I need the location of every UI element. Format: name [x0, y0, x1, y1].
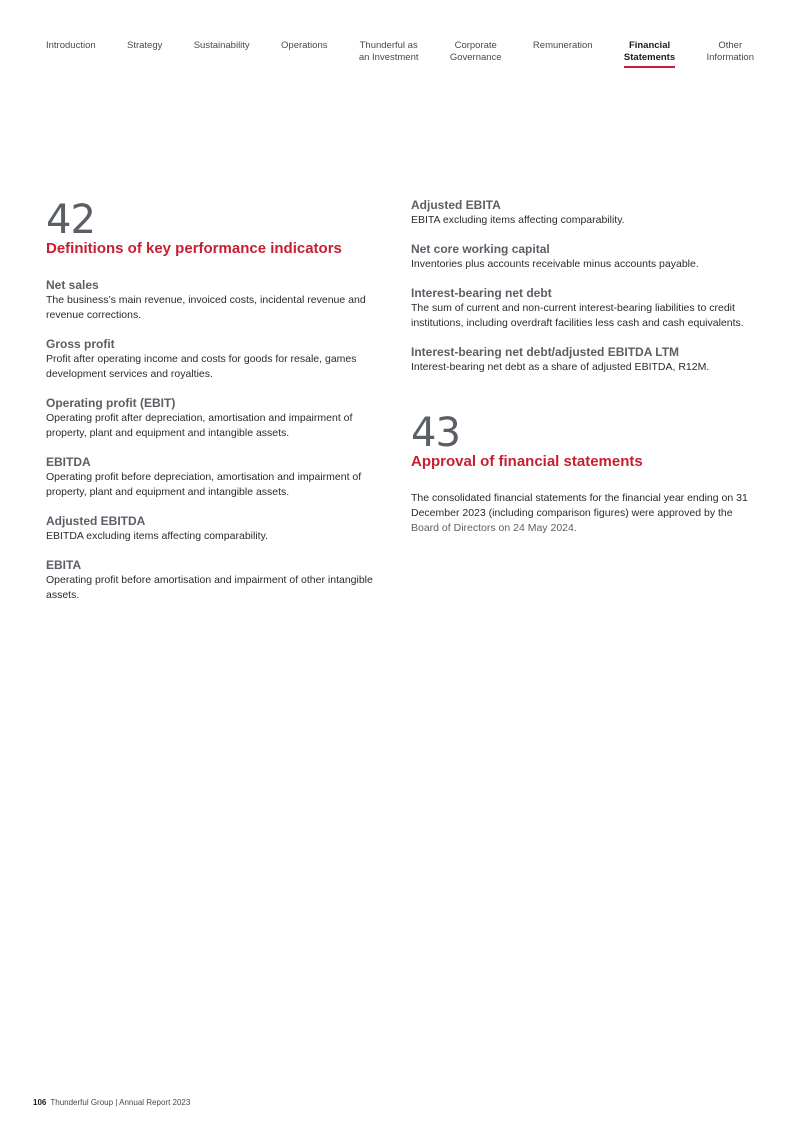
nav-label: an Investment — [358, 52, 419, 63]
nav-remuneration[interactable] — [533, 40, 593, 68]
definition-term: Interest-bearing net debt — [411, 286, 552, 300]
nav-label: Corporate — [454, 40, 497, 51]
definition-term: EBITA — [46, 558, 82, 572]
definition-text: The sum of current and non-current interest-bearing liabilities to credit institutions, including overdraft facilities less cash and cash equivalents. — [411, 302, 744, 329]
top-navigation — [46, 40, 754, 68]
note-title: Definitions of key performance indicators — [46, 240, 342, 257]
page-footer — [33, 1098, 190, 1107]
nav-label: Financial — [628, 40, 671, 51]
nav-label: Sustainability — [193, 40, 250, 51]
definition-item — [411, 198, 751, 228]
nav-financial-statements[interactable] — [624, 40, 675, 68]
definition-term: Adjusted EBITA — [411, 198, 501, 212]
definition-term: Adjusted EBITDA — [46, 514, 146, 528]
note-number: 42 — [46, 197, 95, 243]
page-number: 106 — [33, 1098, 47, 1107]
definition-text: The business’s main revenue, invoiced costs, incidental revenue and revenue corrections. — [46, 294, 366, 321]
definition-term: Net sales — [46, 278, 99, 292]
definition-item — [46, 337, 386, 382]
nav-label: Operations — [281, 40, 328, 51]
definition-item — [411, 286, 751, 331]
nav-introduction[interactable] — [46, 40, 96, 68]
nav-label: Information — [706, 52, 754, 63]
nav-label: Remuneration — [532, 40, 593, 51]
definition-text: EBITA excluding items affecting comparability. — [411, 214, 625, 226]
definition-text: Interest-bearing net debt as a share of adjusted EBITDA, R12M. — [411, 361, 710, 373]
nav-corporate-governance[interactable] — [450, 40, 502, 68]
nav-label: Thunderful as — [359, 40, 418, 51]
nav-label: Introduction — [46, 40, 96, 51]
definition-item — [411, 345, 751, 375]
definition-text: Operating profit after depreciation, amortisation and impairment of property, plant and equipment and intangible assets. — [46, 412, 353, 439]
definition-term: Interest-bearing net debt/adjusted EBITDA LTM — [411, 345, 680, 359]
nav-thunderful-as-an-investment[interactable] — [359, 40, 419, 68]
definition-item — [46, 396, 386, 441]
nav-other-information[interactable] — [706, 40, 754, 68]
nav-label: Governance — [449, 52, 502, 63]
nav-operations[interactable] — [281, 40, 327, 68]
approval-date-text: Board of Directors on 24 May 2024. — [411, 522, 577, 534]
definition-item — [46, 455, 386, 500]
note-number: 43 — [411, 410, 460, 456]
definition-text: Inventories plus accounts receivable minus accounts payable. — [411, 258, 699, 270]
definition-term: Gross profit — [46, 337, 115, 351]
section-spacer — [411, 389, 751, 413]
nav-label: Statements — [624, 52, 675, 68]
nav-sustainability[interactable] — [194, 40, 250, 68]
definition-item — [46, 558, 386, 603]
definition-item — [46, 278, 386, 323]
nav-label: Other — [718, 40, 743, 51]
definition-term: EBITDA — [46, 455, 91, 469]
definition-item — [46, 514, 386, 544]
nav-strategy[interactable] — [127, 40, 162, 68]
definition-text: Profit after operating income and costs for goods for resale, games development services and royalties. — [46, 353, 357, 380]
nav-label: Strategy — [126, 40, 163, 51]
note-42-left-column — [46, 197, 386, 617]
footer-text: Thunderful Group | Annual Report 2023 — [50, 1098, 191, 1107]
approval-paragraph — [411, 491, 751, 536]
definition-item — [411, 242, 751, 272]
definition-term: Operating profit (EBIT) — [46, 396, 176, 410]
note-title: Approval of financial statements — [411, 453, 643, 470]
approval-text: The consolidated financial statements for the financial year ending on 31 December 2023 (including comparison figures) were approved by the — [411, 492, 748, 519]
definition-text: Operating profit before depreciation, amortisation and impairment of property, plant and equipment and intangible assets. — [46, 471, 362, 498]
definition-term: Net core working capital — [411, 242, 550, 256]
definition-text: EBITDA excluding items affecting comparability. — [46, 530, 268, 542]
definition-text: Operating profit before amortisation and impairment of other intangible assets. — [46, 574, 373, 601]
note-42-right-column — [411, 198, 751, 547]
